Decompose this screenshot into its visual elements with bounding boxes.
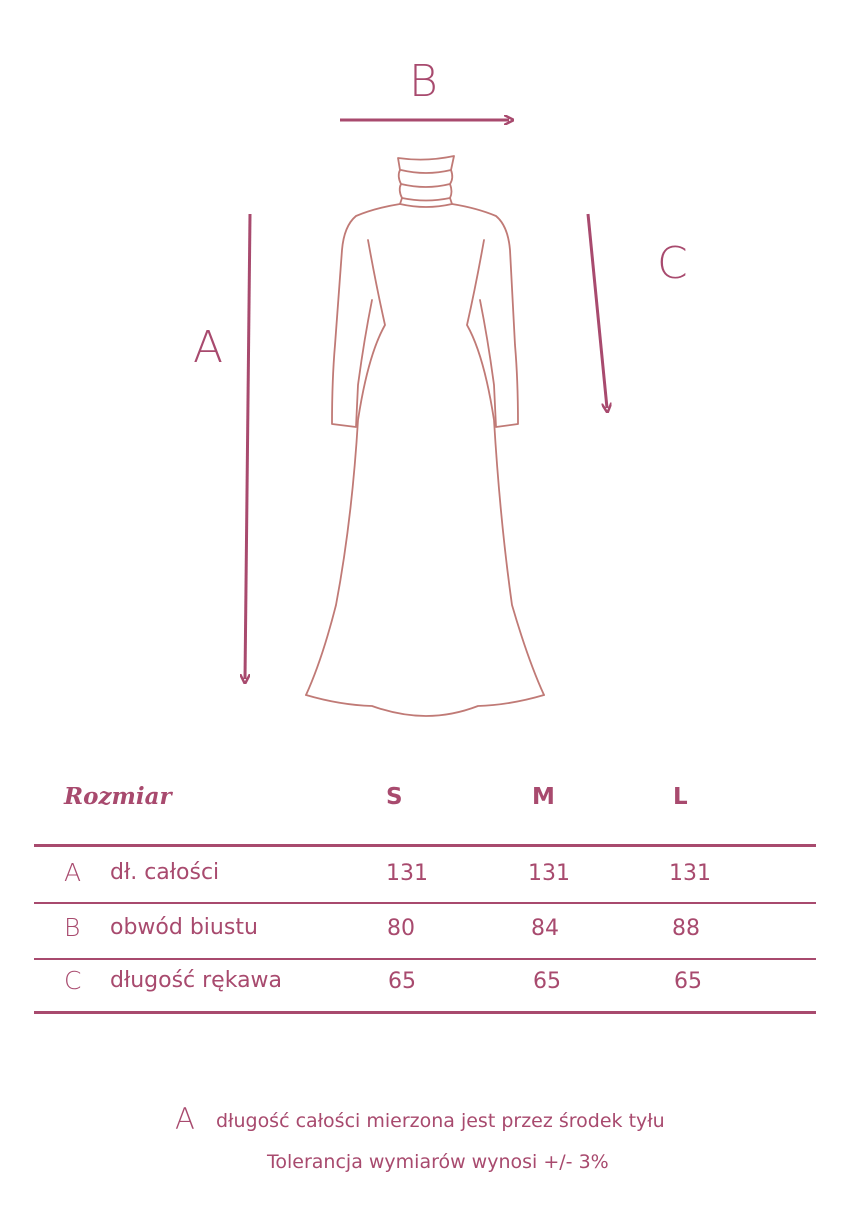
note-line-2: Tolerancja wymiarów wynosi +/- 3% [267,1151,609,1173]
table-row [0,858,850,898]
label-a: A [193,322,224,373]
row-letter: B [64,913,81,942]
value-m: 84 [531,916,559,941]
value-s: 131 [386,861,428,886]
row-name: dł. całości [110,860,220,885]
size-m-header: M [532,784,555,810]
table-row-divider [34,958,816,960]
table-top-rule [34,844,816,847]
note-line-1: długość całości mierzona jest przez środek tyłu [216,1110,665,1132]
table-bottom-rule [34,1011,816,1014]
value-l: 88 [672,916,700,941]
size-table-header [0,780,850,820]
arrow-a [245,214,250,679]
value-m: 131 [528,861,570,886]
row-letter: A [64,858,82,887]
label-b: B [409,56,438,107]
table-row-divider [34,902,816,904]
row-name: długość rękawa [110,968,283,993]
note-letter: A [175,1102,195,1136]
value-s: 65 [388,969,416,994]
arrow-c [588,214,607,408]
row-name: obwód biustu [110,915,258,940]
value-m: 65 [533,969,561,994]
value-l: 65 [674,969,702,994]
size-header-label: Rozmiar [64,783,172,810]
table-row [0,913,850,953]
row-letter: C [64,966,82,995]
dress-outline [306,156,544,716]
label-c: C [657,238,688,289]
size-s-header: S [386,784,403,810]
size-l-header: L [673,784,688,810]
value-s: 80 [387,916,415,941]
value-l: 131 [669,861,711,886]
table-row [0,966,850,1006]
